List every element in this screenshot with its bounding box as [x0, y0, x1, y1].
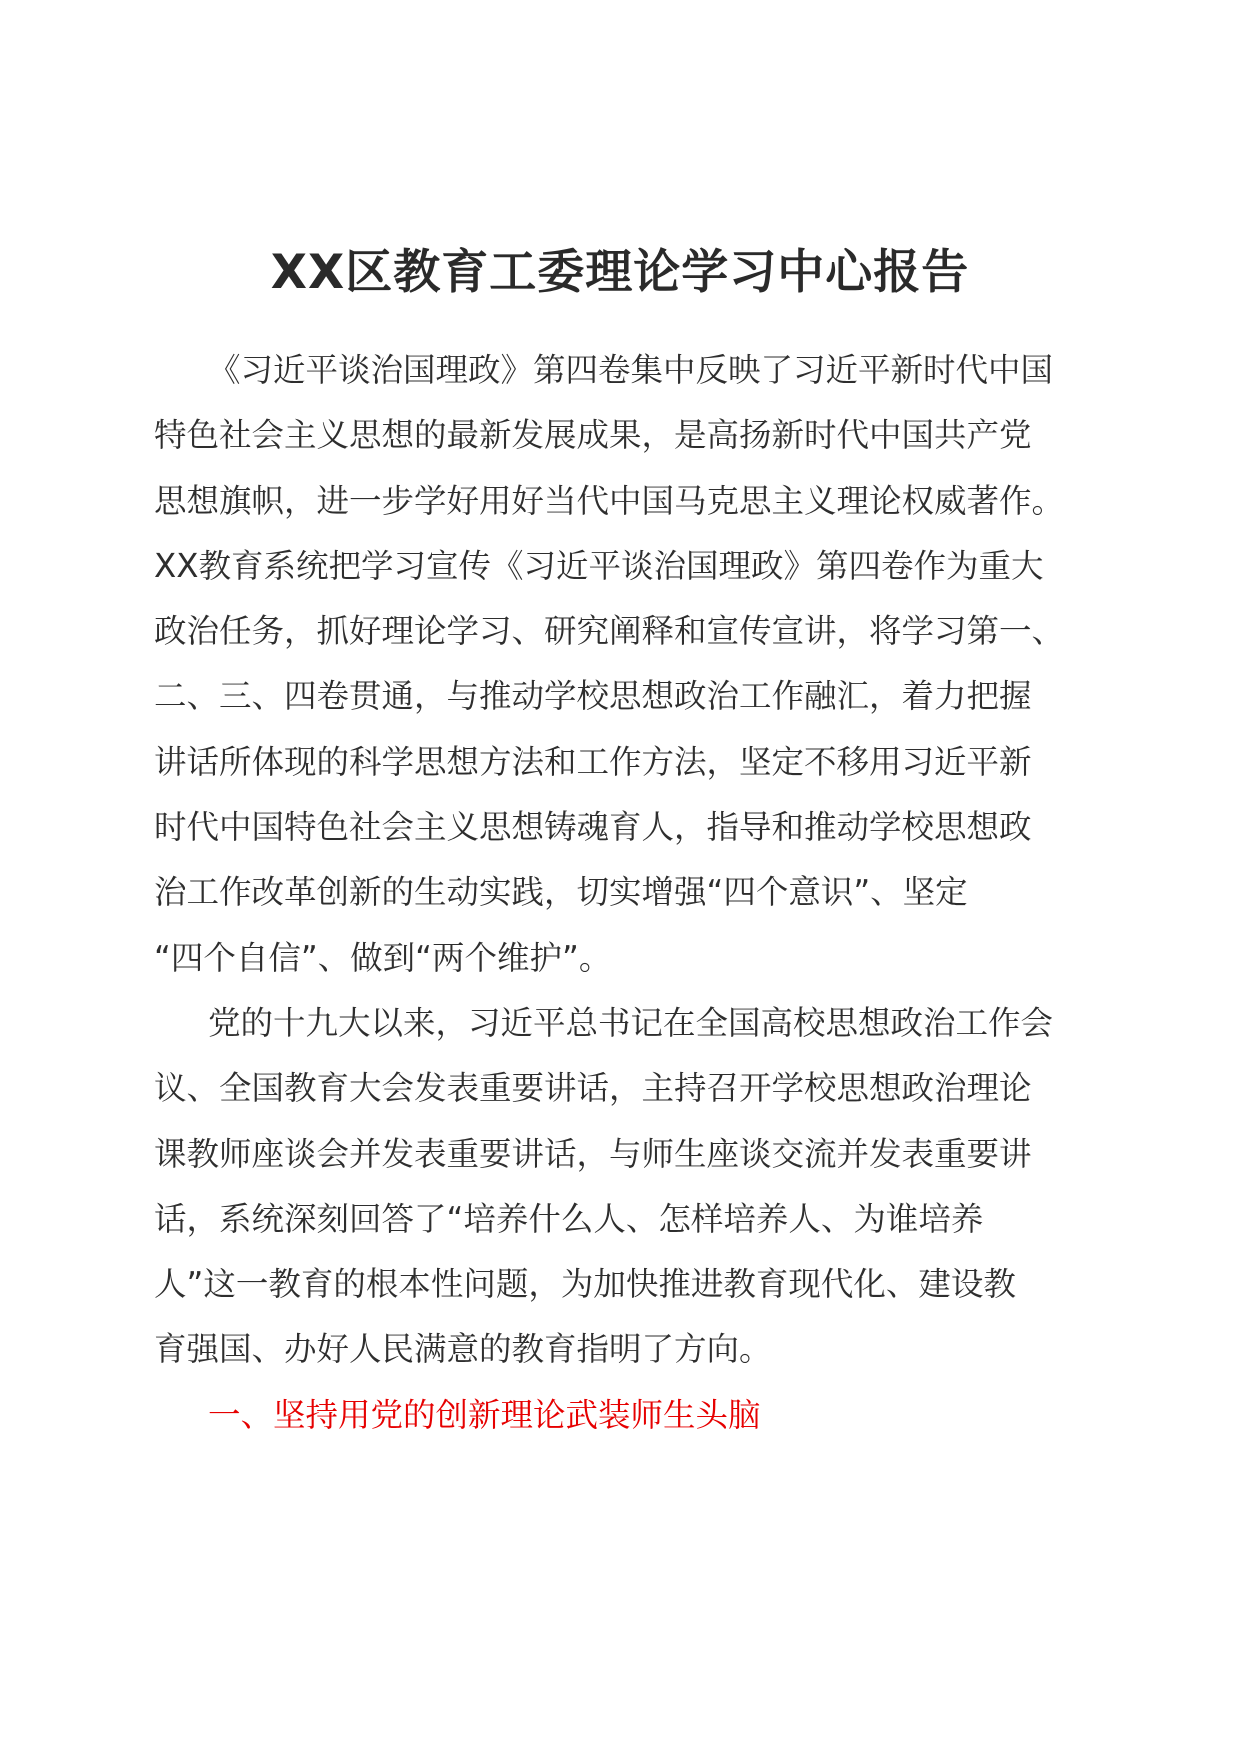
paragraph-line: 课教师座谈会并发表重要讲话，与师生座谈交流并发表重要讲: [154, 1134, 1032, 1173]
paragraph-line: 特色社会主义思想的最新发展成果，是高扬新时代中国共产党: [154, 416, 1032, 455]
paragraph-line: 讲话所体现的科学思想方法和工作方法，坚定不移用习近平新: [154, 742, 1032, 781]
paragraph-line: 时代中国特色社会主义思想铸魂育人，指导和推动学校思想政: [154, 808, 1032, 847]
paragraph-2: [154, 991, 1088, 1383]
paragraph-line: “四个自信”、做到“两个维护”。: [154, 938, 612, 977]
document-body: [154, 338, 1088, 1448]
paragraph-line: 育强国、办好人民满意的教育指明了方向。: [154, 1330, 772, 1369]
paragraph-line: 政治任务，抓好理论学习、研究阐释和宣传宣讲，将学习第一、: [154, 612, 1065, 651]
paragraph-line: 议、全国教育大会发表重要讲话，主持召开学校思想政治理论: [154, 1069, 1032, 1108]
paragraph-1: [154, 338, 1088, 991]
document-title: XX区教育工委理论学习中心报告: [270, 245, 970, 300]
paragraph-line: 话，系统深刻回答了“培养什么人、怎样培养人、为谁培养: [154, 1199, 984, 1238]
paragraph-line: 治工作改革创新的生动实践，切实增强“四个意识”、坚定: [154, 873, 968, 912]
paragraph-line: 党的十九大以来，习近平总书记在全国高校思想政治工作会: [208, 1003, 1054, 1042]
paragraph-line: 人”这一教育的根本性问题，为加快推进教育现代化、建设教: [154, 1265, 1016, 1304]
paragraph-line: 思想旗帜，进一步学好用好当代中国马克思主义理论权威著作。: [154, 481, 1065, 520]
paragraph-line: 二、三、四卷贯通，与推动学校思想政治工作融汇，着力把握: [154, 677, 1032, 716]
paragraph-line: XX教育系统把学习宣传《习近平谈治国理政》第四卷作为重大: [154, 546, 1044, 585]
paragraph-line: 《习近平谈治国理政》第四卷集中反映了习近平新时代中国: [208, 351, 1054, 389]
section-heading: 一、坚持用党的创新理论武装师生头脑: [208, 1395, 761, 1434]
